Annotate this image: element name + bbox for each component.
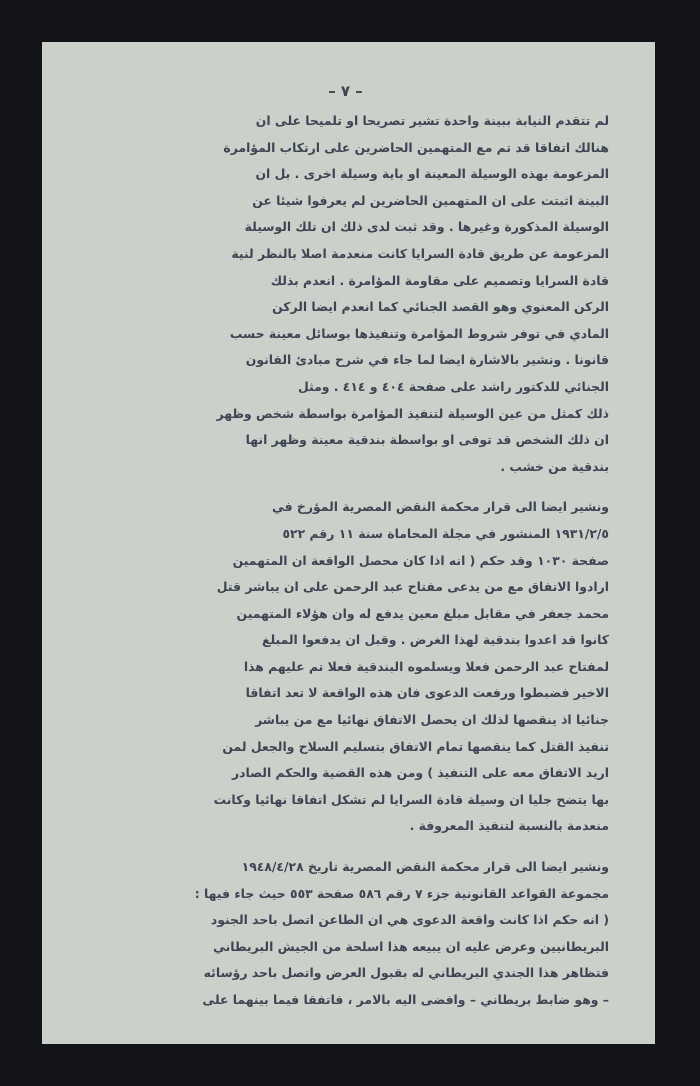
text-line: المزعومة بهذه الوسيلة المعينة او باية وسيلة اخرى . بل ان — [255, 166, 609, 182]
text-line: محمد جعفر في مقابل مبلغ معين يدفع له وان هؤلاء المتهمين — [236, 605, 609, 621]
text-line: تنفيذ القتل كما ينقصها تمام الاتفاق بتسليم السلاح والجعل لمن — [222, 738, 609, 754]
text-line: المزعومة عن طريق قادة السرايا كانت منعدمة اصلا بالنظر لنية — [231, 245, 609, 261]
text-line: جنائيا اذ ينقصها لذلك ان يحصل الاتفاق نهائيا مع من يباشر — [255, 712, 609, 728]
text-line: – وهو ضابط بريطاني – وافضى اليه بالامر ، فاتفقا فيما بينهما على — [202, 992, 609, 1007]
text-line: لمفتاح عبد الرحمن فعلا ويسلموه البندقية فعلا تم عليهم هذا — [243, 658, 609, 674]
text-line: الجنائي للدكتور راشد على صفحة ٤٠٤ و ٤١٤ . ومثل — [297, 378, 609, 394]
text-line: اريد الاتفاق معه على التنفيذ ) ومن هذه القضية والحكم الصادر — [231, 765, 609, 781]
text-line: قادة السرايا وتصميم على مقاومة المؤامرة . انعدم بذلك — [270, 272, 609, 288]
text-line: البينة اثبتت على ان المتهمين الحاضرين لم يعرفوا شيئا عن — [252, 192, 609, 208]
page-number: – ٧ – — [328, 82, 363, 100]
paragraph-gap — [82, 840, 609, 854]
document-page — [42, 42, 655, 1044]
text-line: الاخير فضبطوا ورفعت الدعوى فان هذه الواقعة لا تعد اتفاقا — [245, 685, 609, 701]
text-line: البريطانيين وعرض عليه ان يبيعه هذا اسلحة من الجيش البريطاني — [213, 938, 609, 954]
text-line: ونشير ايضا الى قرار محكمة النقض المصرية تاريخ ١٩٤٨/٤/٢٨ — [241, 859, 609, 875]
text-line: مجموعة القواعد القانونية جزء ٧ رقم ٥٨٦ صفحة ٥٥٣ حيث جاء فيها : — [194, 885, 609, 901]
text-line: هنالك اتفاقا قد تم مع المتهمين الحاضرين على ارتكاب المؤامرة — [223, 139, 609, 155]
paragraph-2 — [82, 494, 609, 840]
text-line: قانونا . ونشير بالاشارة ايضا لما جاء في شرح مبادئ القانون — [245, 352, 609, 368]
text-line: الركن المعنوي وهو القصد الجنائي كما انعدم ايضا الركن — [272, 299, 609, 315]
text-line: المادي في توفر شروط المؤامرة وتنفيذها بوسائل معينة حسب — [229, 325, 609, 341]
paragraph-3 — [82, 854, 609, 1014]
text-line: الوسيلة المذكورة وغيرها . وقد ثبت لدى ذلك ان تلك الوسيلة — [244, 219, 609, 235]
paragraph-gap — [82, 480, 609, 494]
text-line: ارادوا الاتفاق مع من يدعى مفتاح عبد الرحمن على ان يباشر قتل — [216, 579, 609, 595]
text-line: لم تتقدم النيابة ببينة واحدة تشير تصريحا او تلميحا على ان — [255, 113, 609, 128]
text-line: ١٩٣١/٢/٥ المنشور في مجلة المحاماة سنة ١١ رقم ٥٢٢ — [282, 525, 609, 541]
text-line: ونشير ايضا الى قرار محكمة النقض المصرية المؤرخ في — [271, 499, 609, 515]
text-line: ( انه حكم اذا كانت واقعة الدعوى هي ان الطاعن اتصل باحد الجنود — [210, 912, 609, 928]
text-line: منعدمة بالنسبة لتنفيذ المعروفة . — [409, 818, 609, 834]
text-line: كانوا قد اعدوا بندقية لهذا الغرض . وقبل ان يدفعوا المبلغ — [262, 632, 609, 648]
text-line: ذلك كمثل من عين الوسيلة لتنفيذ المؤامرة بواسطة شخص وظهر — [216, 405, 609, 421]
text-line: ان ذلك الشخص قد توفى او بواسطة بندقية معينة وظهر انها — [245, 432, 609, 448]
text-line: فتظاهر هذا الجندي البريطاني له بقبول العرض واتصل باحد رؤسائه — [203, 965, 609, 981]
text-line: صفحة ١٠٣٠ وقد حكم ( انه اذا كان محصل الواقعة ان المتهمين — [232, 552, 609, 568]
text-line: بها يتضح جليا ان وسيلة قادة السرايا لم تشكل اتفاقا نهائيا وكانت — [213, 791, 609, 807]
paragraph-1 — [82, 108, 609, 480]
text-line: بندقية من خشب . — [500, 458, 609, 474]
